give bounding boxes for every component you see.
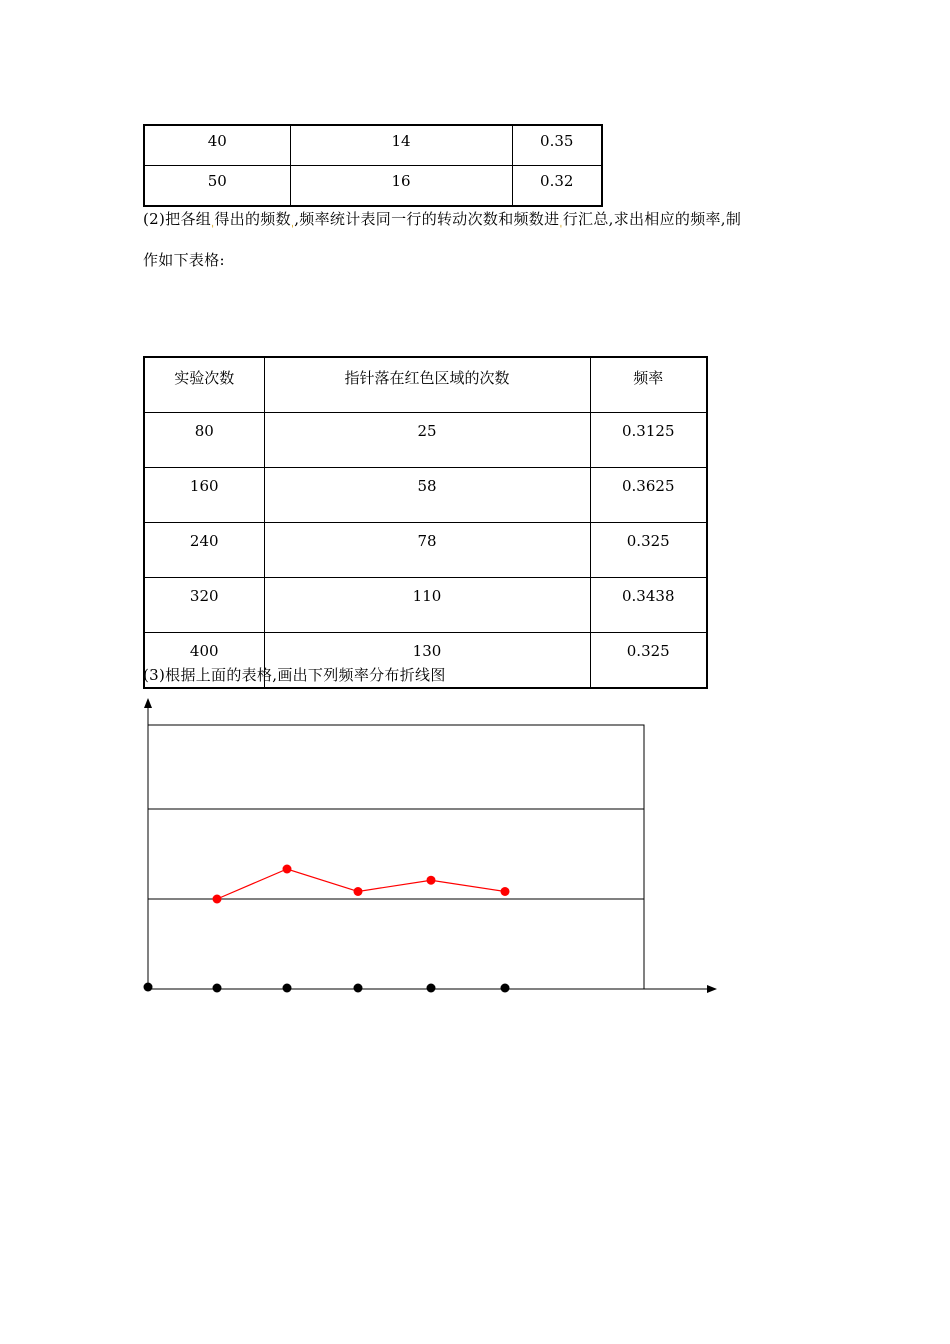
x-axis-point <box>283 984 292 993</box>
series-layer <box>213 865 510 993</box>
text-run: 行汇总,求出相应的频率,制 <box>562 210 742 228</box>
table-cell: 130 <box>264 633 590 689</box>
table-cell: 0.3125 <box>590 413 707 468</box>
table-cell: 160 <box>144 468 264 523</box>
table-cell: 0.3625 <box>590 468 707 523</box>
header-trials: 实验次数 <box>144 357 264 413</box>
yellow-mark-icon: ˌ <box>211 216 215 229</box>
table-cell: 16 <box>290 166 512 207</box>
table-cell: 14 <box>290 125 512 166</box>
header-red-count: 指针落在红色区域的次数 <box>264 357 590 413</box>
paragraph-2-line-2: 作如下表格: <box>143 251 225 269</box>
table-cell: 400 <box>144 633 264 689</box>
data-point <box>427 876 436 885</box>
text-run: ,频率统计表同一行的转动次数和频数进 <box>294 210 560 228</box>
plot-frame <box>148 725 644 989</box>
header-frequency: 频率 <box>590 357 707 413</box>
table-cell: 0.325 <box>590 523 707 578</box>
table-cell: 0.35 <box>512 125 602 166</box>
table-cell: 58 <box>264 468 590 523</box>
table-cell: 0.3438 <box>590 578 707 633</box>
x-axis-point <box>354 984 363 993</box>
yellow-mark-icon: ˌ <box>290 216 295 229</box>
text-run: (2)把各组 <box>143 210 212 228</box>
table-cell: 50 <box>144 166 290 207</box>
data-point <box>354 887 363 896</box>
table-cell: 80 <box>144 413 264 468</box>
paragraph-3: (3)根据上面的表格,画出下列频率分布折线图 <box>143 666 446 684</box>
yellow-mark-icon: ˌ <box>559 216 563 229</box>
data-point <box>283 865 292 874</box>
text-run: 得出的频数 <box>214 210 291 228</box>
x-axis-point <box>427 984 436 993</box>
origin-point <box>144 983 153 992</box>
table-cell: 40 <box>144 125 290 166</box>
table-cell: 240 <box>144 523 264 578</box>
x-axis-point <box>213 984 222 993</box>
data-point <box>501 887 510 896</box>
table-cell: 0.325 <box>590 633 707 689</box>
table-cell: 110 <box>264 578 590 633</box>
x-axis-point <box>501 984 510 993</box>
table-cell: 0.32 <box>512 166 602 207</box>
table-cell: 320 <box>144 578 264 633</box>
table-cell: 25 <box>264 413 590 468</box>
table-cell: 78 <box>264 523 590 578</box>
data-point <box>213 895 222 904</box>
